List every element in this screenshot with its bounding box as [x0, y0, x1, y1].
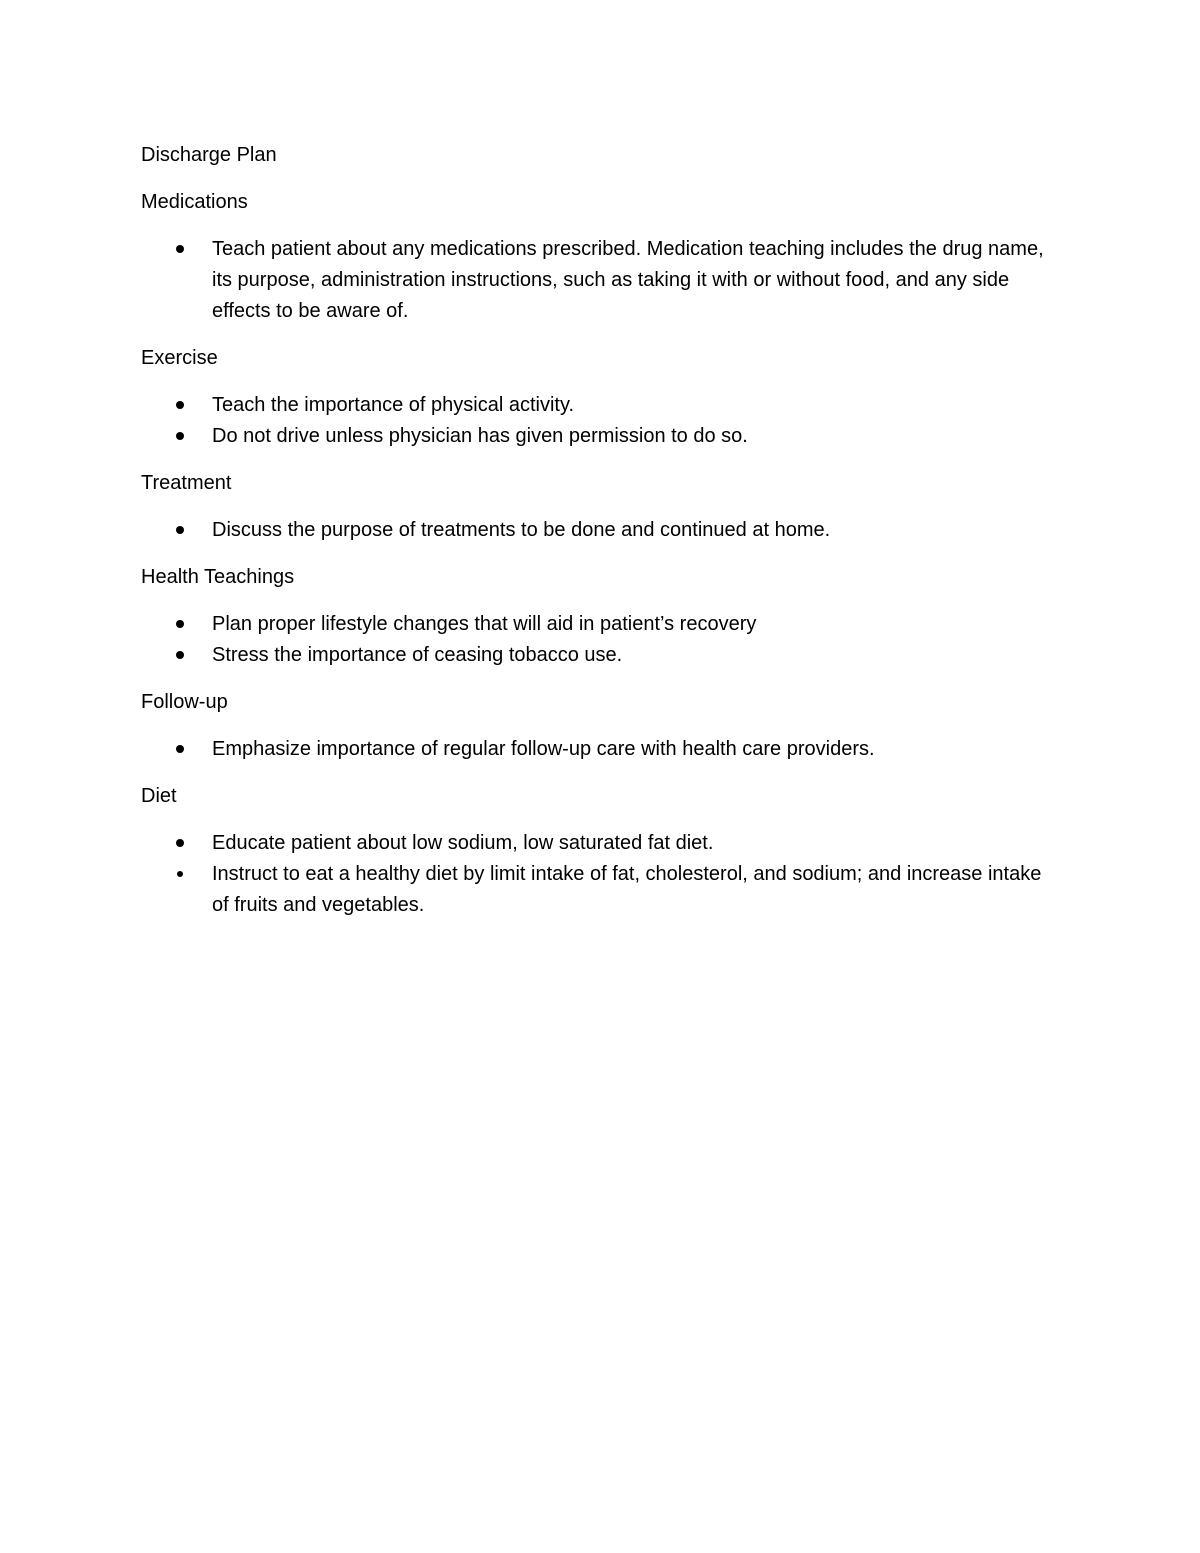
section-treatment [141, 468, 1061, 546]
list-item [141, 421, 1061, 452]
list-item-text: Stress the importance of ceasing tobacco use. [212, 644, 623, 666]
list-item [141, 515, 1061, 546]
bullet-icon [176, 432, 184, 440]
list-item-text: Instruct to eat a healthy diet by limit intake of fat, cholesterol, and sodium; and increase intake of fruits and vegetables. [212, 863, 1042, 916]
section-heading: Treatment [141, 472, 232, 494]
section-medications [141, 187, 1061, 327]
section-heading: Follow-up [141, 691, 228, 713]
bullet-icon [177, 871, 183, 877]
bullet-list [141, 515, 1061, 546]
list-item [141, 828, 1061, 859]
list-item-text: Teach the importance of physical activity. [212, 394, 575, 416]
bullet-list [141, 390, 1061, 452]
bullet-list [141, 609, 1061, 671]
bullet-list [141, 734, 1061, 765]
bullet-icon [176, 839, 184, 847]
list-item-text: Discuss the purpose of treatments to be done and continued at home. [212, 519, 831, 541]
document-page [141, 140, 1061, 937]
list-item-text: Do not drive unless physician has given permission to do so. [212, 425, 748, 447]
list-item [141, 640, 1061, 671]
document-title: Discharge Plan [141, 144, 277, 166]
bullet-list [141, 828, 1061, 921]
bullet-icon [176, 526, 184, 534]
bullet-icon [176, 401, 184, 409]
section-follow-up [141, 687, 1061, 765]
section-heading: Exercise [141, 347, 218, 369]
list-item-text: Emphasize importance of regular follow-up care with health care providers. [212, 738, 875, 760]
section-heading: Medications [141, 191, 248, 213]
list-item-text: Plan proper lifestyle changes that will aid in patient’s recovery [212, 613, 757, 635]
list-item [141, 859, 1061, 921]
list-item [141, 234, 1061, 327]
bullet-icon [176, 620, 184, 628]
list-item [141, 609, 1061, 640]
section-health-teachings [141, 562, 1061, 671]
section-heading: Health Teachings [141, 566, 295, 588]
list-item-text: Teach patient about any medications prescribed. Medication teaching includes the drug name, its purpose, administration instructions, such as taking it with or without food, and any side effects to be aware of. [212, 238, 1044, 322]
list-item [141, 734, 1061, 765]
bullet-list [141, 234, 1061, 327]
bullet-icon [176, 651, 184, 659]
bullet-icon [176, 745, 184, 753]
bullet-icon [176, 245, 184, 253]
list-item [141, 390, 1061, 421]
section-diet [141, 781, 1061, 921]
section-exercise [141, 343, 1061, 452]
section-heading: Diet [141, 785, 177, 807]
list-item-text: Educate patient about low sodium, low saturated fat diet. [212, 832, 714, 854]
